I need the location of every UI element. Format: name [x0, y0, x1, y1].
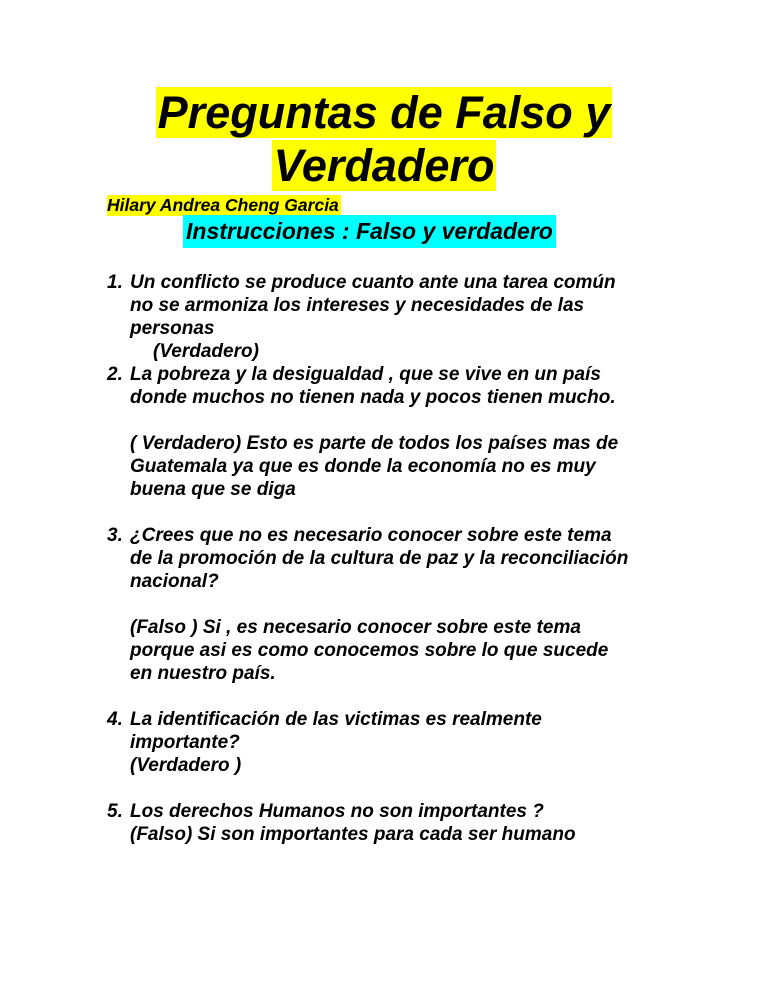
question-item [0, 800, 768, 846]
question-item [0, 271, 768, 363]
title-line-1: Preguntas de Falso y [157, 87, 611, 138]
question-text: (Falso ) Si , es necesario conocer sobre este tema [130, 617, 581, 638]
document-title [0, 86, 768, 192]
question-text: buena que se diga [130, 479, 296, 500]
question-line [0, 754, 768, 777]
question-text: (Verdadero ) [130, 755, 242, 776]
author-name: Hilary Andrea Cheng Garcia [107, 195, 339, 215]
question-number: 3. [107, 525, 123, 546]
question-line [0, 478, 768, 501]
question-line [0, 294, 768, 317]
question-text: Los derechos Humanos no son importantes ? [130, 801, 544, 822]
question-line [0, 593, 768, 616]
question-line [0, 501, 768, 524]
question-line [0, 662, 768, 685]
question-number: 2. [107, 364, 123, 385]
question-text: de la promoción de la cultura de paz y la reconciliación [130, 548, 629, 569]
question-line [0, 271, 768, 294]
question-item [0, 524, 768, 708]
question-text: (Verdadero) [153, 341, 259, 362]
question-line [0, 547, 768, 570]
question-text: nacional? [130, 571, 219, 592]
question-line [0, 340, 768, 363]
question-line [0, 800, 768, 823]
question-line [0, 731, 768, 754]
question-text: importante? [130, 732, 240, 753]
question-number: 1. [107, 272, 123, 293]
question-line [0, 616, 768, 639]
question-text: personas [130, 318, 215, 339]
question-text: porque asi es como conocemos sobre lo que sucede [130, 640, 609, 661]
question-text: Guatemala ya que es donde la economía no es muy [130, 456, 596, 477]
question-number: 5. [107, 801, 123, 822]
question-line [0, 524, 768, 547]
question-text: donde muchos no tienen nada y pocos tienen mucho. [130, 387, 616, 408]
question-line [0, 432, 768, 455]
question-line [0, 409, 768, 432]
question-text: La pobreza y la desigualdad , que se vive en un país [130, 364, 601, 385]
question-text: en nuestro país. [130, 663, 276, 684]
question-item [0, 363, 768, 524]
question-line [0, 777, 768, 800]
question-line [0, 708, 768, 731]
question-line [0, 455, 768, 478]
question-text: ( Verdadero) Esto es parte de todos los países mas de [130, 433, 619, 454]
question-text: (Falso) Si son importantes para cada ser humano [130, 824, 576, 845]
question-line [0, 363, 768, 386]
question-list [0, 271, 768, 846]
question-line [0, 639, 768, 662]
question-number: 4. [107, 709, 123, 730]
question-line [0, 317, 768, 340]
instructions-heading: Instrucciones : Falso y verdadero [183, 215, 556, 248]
question-line [0, 685, 768, 708]
question-item [0, 708, 768, 800]
question-line [0, 386, 768, 409]
question-line [0, 823, 768, 846]
question-text: no se armoniza los intereses y necesidades de las [130, 295, 585, 316]
question-text: ¿Crees que no es necesario conocer sobre este tema [130, 525, 612, 546]
title-line-2: Verdadero [273, 140, 495, 191]
question-text: La identificación de las victimas es realmente [130, 709, 542, 730]
question-text: Un conflicto se produce cuanto ante una tarea común [130, 272, 616, 293]
question-line [0, 570, 768, 593]
